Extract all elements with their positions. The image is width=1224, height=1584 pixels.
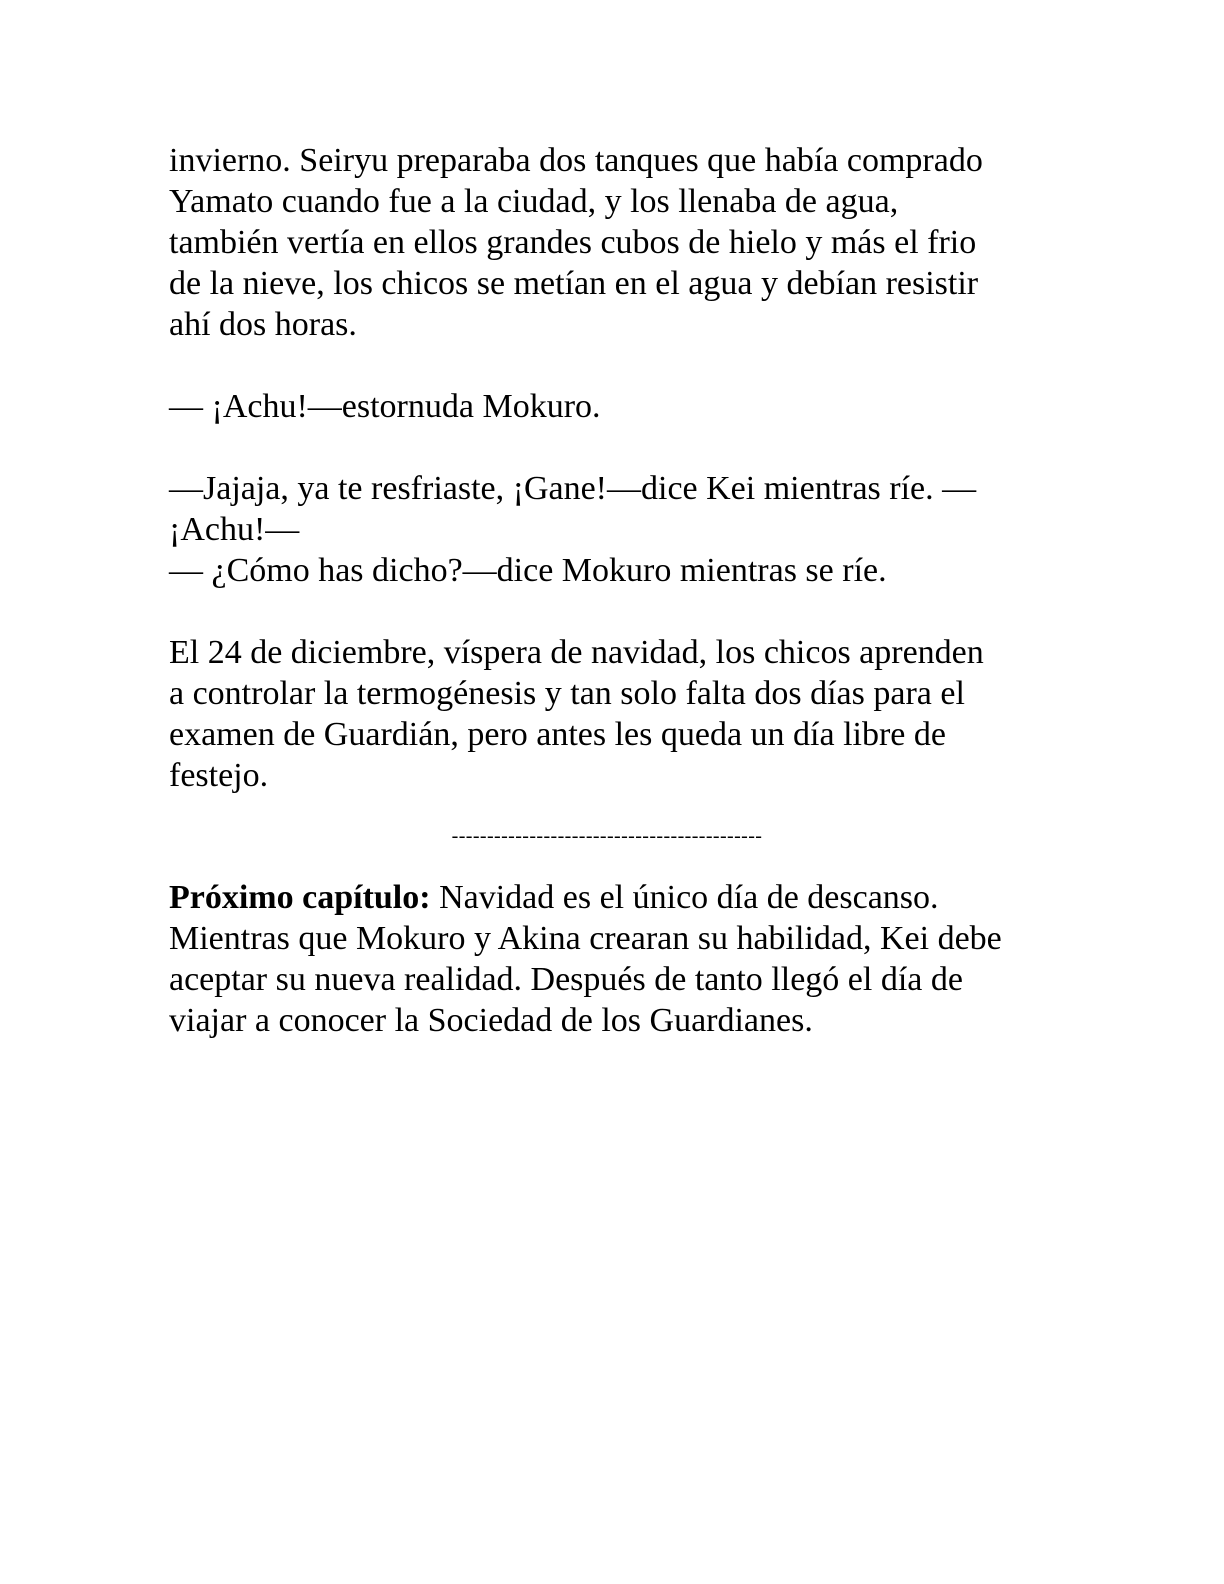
paragraph-gap	[169, 857, 1069, 877]
section-separator: --------------------------------------------	[451, 825, 763, 847]
text-line: ahí dos horas.	[169, 306, 357, 343]
text-line: examen de Guardián, pero antes les queda un día libre de	[169, 716, 946, 753]
text-line: viajar a conocer la Sociedad de los Guardianes.	[169, 1002, 813, 1039]
text-line: de la nieve, los chicos se metían en el agua y debían resistir	[169, 265, 979, 302]
text-line: — ¡Achu!—estornuda Mokuro.	[169, 388, 601, 425]
paragraph-gap	[169, 591, 1069, 632]
text-line: a controlar la termogénesis y tan solo falta dos días para el	[169, 675, 965, 712]
text-line: invierno. Seiryu preparaba dos tanques que había comprado	[169, 142, 983, 179]
text-line: Mientras que Mokuro y Akina crearan su habilidad, Kei debe	[169, 920, 1002, 957]
text-line: festejo.	[169, 757, 269, 794]
text-line: —Jajaja, ya te resfriaste, ¡Gane!—dice Kei mientras ríe. —	[169, 470, 977, 507]
paragraph-training	[169, 140, 1069, 345]
text-line: El 24 de diciembre, víspera de navidad, los chicos aprenden	[169, 634, 984, 671]
text-line	[169, 877, 1069, 918]
next-chapter-preview	[169, 877, 1069, 1041]
paragraph-gap	[169, 427, 1069, 468]
text-line: — ¿Cómo has dicho?—dice Mokuro mientras se ríe.	[169, 552, 887, 589]
text-line: aceptar su nueva realidad. Después de tanto llegó el día de	[169, 961, 963, 998]
paragraph-gap	[169, 345, 1069, 386]
paragraph-christmas-eve	[169, 632, 1069, 796]
text-line: Yamato cuando fue a la ciudad, y los llenaba de agua,	[169, 183, 899, 220]
dialogue-exchange	[169, 468, 1069, 591]
next-chapter-text: Navidad es el único día de descanso.	[430, 879, 939, 916]
paragraph-gap	[169, 796, 1069, 816]
dialogue-sneeze	[169, 386, 1069, 427]
page-content	[169, 140, 1069, 1041]
text-line: ¡Achu!—	[169, 511, 300, 548]
next-chapter-label: Próximo capítulo:	[169, 879, 431, 916]
text-line: también vertía en ellos grandes cubos de hielo y más el frio	[169, 224, 977, 261]
